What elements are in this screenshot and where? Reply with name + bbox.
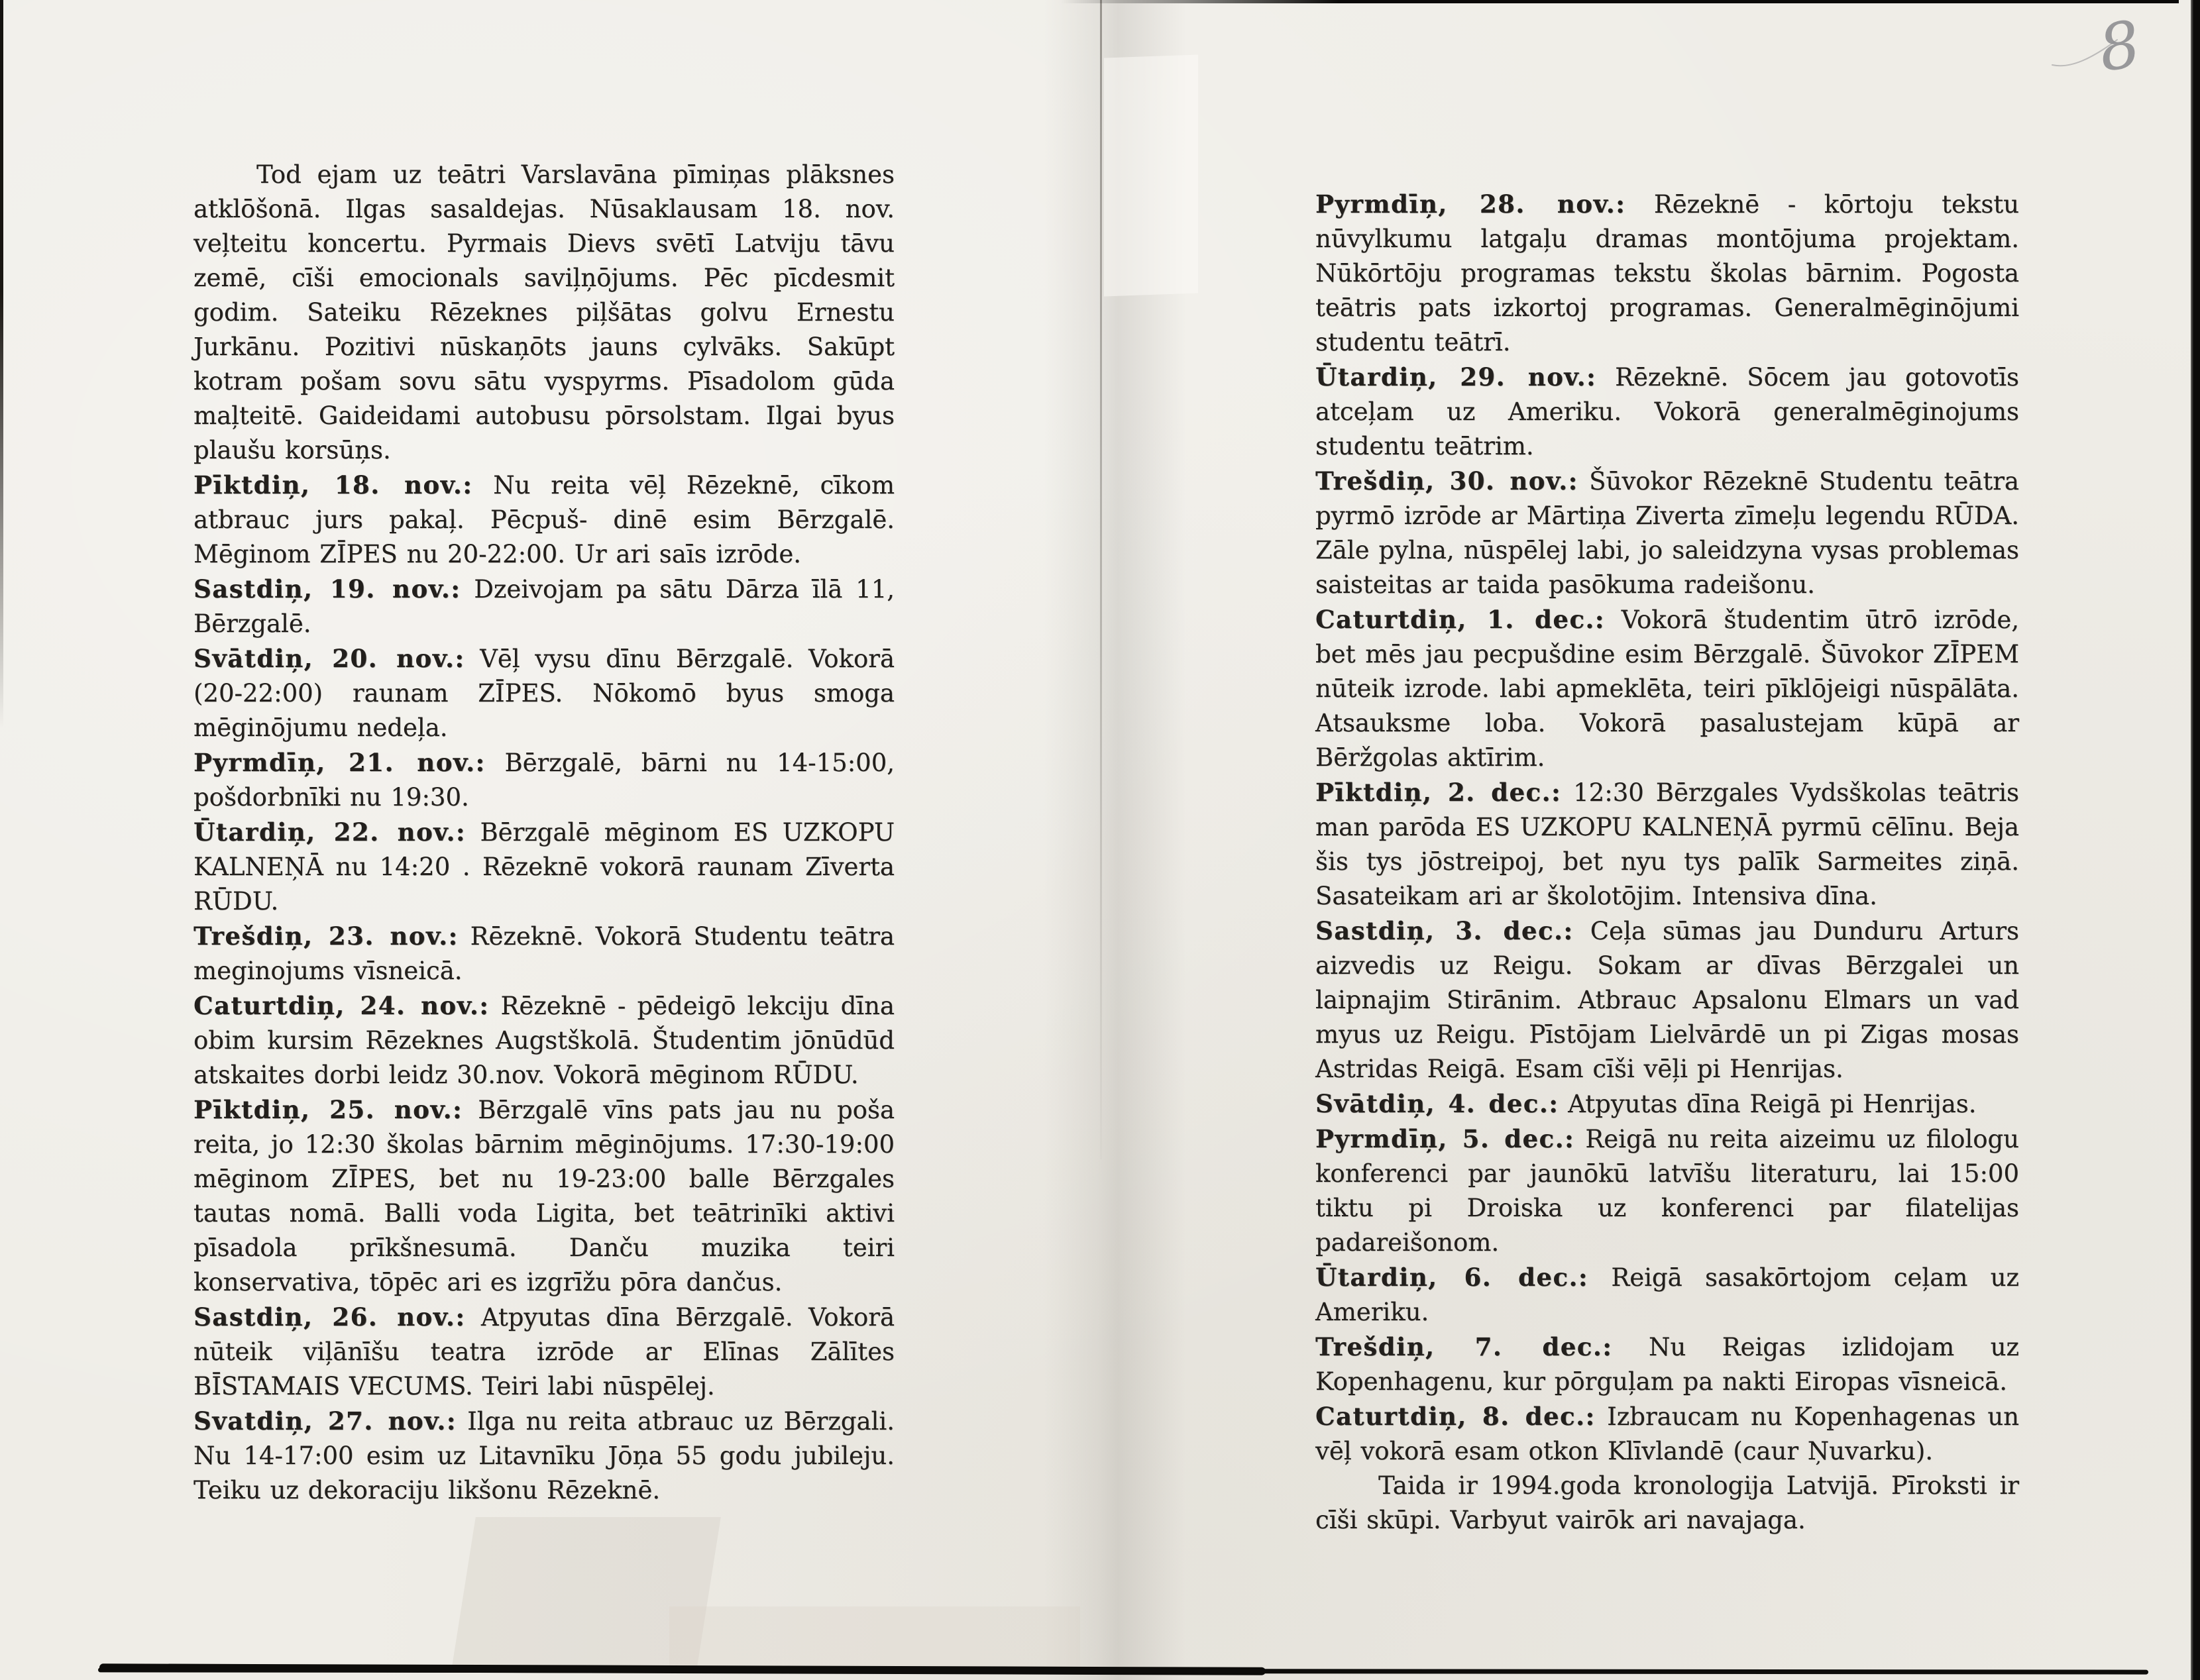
handwritten-page-number: 8 <box>2093 6 2146 87</box>
entry-date-heading: Caturtdiņ, 24. nov.: <box>193 991 490 1020</box>
scan-light-patch <box>1104 55 1198 297</box>
scan-edge-artifact-right <box>2191 0 2200 1680</box>
diary-entry <box>1315 464 2019 602</box>
diary-entry <box>193 1300 895 1404</box>
entry-date-heading: Trešdiņ, 7. dec.: <box>1315 1332 1613 1361</box>
diary-entry <box>193 988 895 1092</box>
diary-entry <box>193 745 895 815</box>
right-page-text <box>1315 187 2019 1538</box>
diary-entry <box>193 815 895 919</box>
diary-entry <box>193 641 895 745</box>
diary-entry <box>1315 187 2019 360</box>
entry-text: Vēļ vysu dīnu Bērzgalē. Vokorā (20-22:00) raunam ZĪPES. Nōkomō byus smoga mēginōjumu nedeļa. <box>193 645 895 742</box>
diary-entry <box>1315 775 2019 914</box>
entry-text: Rēzeknē. Sōcem jau gotovotīs atceļam uz Ameriku. Vokorā generalmēginojums studentu teātrim. <box>1315 363 2019 460</box>
entry-date-heading: Ūtardiņ, 29. nov.: <box>1315 362 1597 392</box>
entry-text: Atpyutas dīna Bērzgalē. Vokorā nūteik viļānīšu teatra izrōde ar Elīnas Zālītes BĪSTAMAIS VECUMS. Teiri labi nūspēlej. <box>193 1303 895 1400</box>
entry-date-heading: Sastdiņ, 19. nov.: <box>193 574 461 604</box>
diary-entry <box>1315 1330 2019 1399</box>
entry-date-heading: Svātdiņ, 4. dec.: <box>1315 1089 1559 1118</box>
left-page-text <box>193 158 895 1508</box>
entry-date-heading: Sastdiņ, 3. dec.: <box>1315 916 1574 945</box>
diary-entry <box>193 1092 895 1300</box>
scan-edge-artifact-top <box>1060 0 2179 3</box>
entry-text: Rēzeknē. Vokorā Studentu teātra meginojums vīsneicā. <box>193 922 895 985</box>
diary-entry <box>1315 1086 2019 1122</box>
entry-text: Reigā sasakōrtojom ceļam uz Ameriku. <box>1315 1263 2019 1326</box>
diary-entry <box>1315 914 2019 1086</box>
diary-entry <box>193 572 895 641</box>
entry-date-heading: Pyrmdīņ, 28. nov.: <box>1315 189 1626 219</box>
diary-entry <box>193 468 895 572</box>
entry-text: Bērzgalē vīns pats jau nu poša reita, jo 12:30 školas bārnim mēginōjums. 17:30-19:00 mēginom ZĪPES, bet nu 19-23:00 balle Bērzgales tautas nomā. Balli voda Ligita, bet teātrinīki aktivi pīsadola prīkšnesumā. Danču muzika teiri konservativa, tōpēc ari es izgrīžu pōra dančus. <box>193 1096 895 1296</box>
entry-text: 12:30 Bērzgales Vydsškolas teātris man parōda ES UZKOPU KALNEŅĀ pyrmū cēlīnu. Beja šis tys jōstreipoj, bet nyu tys palīk Sarmeites ziņā. Sasateikam ari ar školotōjim. Intensiva dīna. <box>1315 778 2020 910</box>
entry-date-heading: Pyrmdīņ, 5. dec.: <box>1315 1124 1575 1153</box>
entry-date-heading: Pyrmdīņ, 21. nov.: <box>193 748 486 777</box>
entry-text: Ilga nu reita atbrauc uz Bērzgali. Nu 14-17:00 esim uz Litavnīku Jōņa 55 godu jubileju. Teiku uz dekoraciju likšonu Rēzeknē. <box>193 1407 895 1504</box>
entry-date-heading: Caturtdiņ, 1. dec.: <box>1315 605 1605 634</box>
entry-date-heading: Svātdiņ, 20. nov.: <box>193 644 465 673</box>
entry-date-heading: Pīktdiņ, 2. dec.: <box>1315 778 1562 807</box>
entry-text: Nu Reigas izlidojam uz Kopenhagenu, kur pōrguļam pa nakti Eiropas vīsneicā. <box>1315 1333 2020 1396</box>
entry-text: Bērzgalē, bārni nu 14-15:00, pošdorbnīki nu 19:30. <box>193 749 895 812</box>
entry-date-heading: Ūtardiņ, 22. nov.: <box>193 817 466 847</box>
entry-date-heading: Pīktdiņ, 25. nov.: <box>193 1095 463 1124</box>
diary-entry <box>1315 1122 2019 1260</box>
entry-text: Taida ir 1994.goda kronologija Latvijā. Pīroksti ir cīši skūpi. Varbyut vairōk ari navajaga. <box>1315 1471 2019 1534</box>
entry-date-heading: Pīktdiņ, 18. nov.: <box>193 470 473 499</box>
fold-crease-line <box>1100 0 1102 1159</box>
entry-text: Nu reita vēļ Rēzeknē, cīkom atbrauc jurs pakaļ. Pēcpuš- dinē esim Bērzgalē. Mēginom ZĪPES nu 20-22:00. Ur ari saīs izrōde. <box>193 471 895 568</box>
entry-text: Tod ejam uz teātri Varslavāna pīmiņas plāksnes atklōšonā. Ilgas sasaldejas. Nūsaklausam 18. nov. veļteitu koncertu. Pyrmais Dievs svētī Latviju tāvu zemē, cīši emocionals saviļņōjums. Pēc pīcdesmit godim. Sateiku Rēzeknes piļšātas golvu Ernestu Jurkānu. Pozitivi nūskaņōts jauns cylvāks. Sakūpt kotram pošam sovu sātu vyspyrms. Pīsadolom gūda maļteitē. Gaideidami autobusu pōrsolstam. Ilgai byus plaušu korsūņs. <box>193 160 895 464</box>
entry-text: Rēzeknē - pēdeigō lekciju dīna obim kursim Rēzeknes Augstškolā. Študentim jōnūdūd atskaites dorbi leidz 30.nov. Vokorā mēginom RŪDU. <box>193 992 895 1089</box>
diary-entry <box>193 919 895 988</box>
entry-text: Dzeivojam pa sātu Dārza īlā 11, Bērzgalē. <box>193 575 895 638</box>
diary-entry <box>1315 1399 2019 1469</box>
diary-entry <box>1315 360 2019 464</box>
entry-date-heading: Ūtardiņ, 6. dec.: <box>1315 1263 1589 1292</box>
diary-entry <box>1315 1260 2019 1330</box>
diary-entry <box>1315 602 2019 775</box>
entry-text: Vokorā študentim ūtrō izrōde, bet mēs jau pecpušdine esim Bērzgalē. Šūvokor ZĪPEM nūteik izrode. labi apmeklēta, teiri pīklōjeigi nūspālāta. Atsauksme loba. Vokorā pasalustejam kūpā ar Bēržgolas aktīrim. <box>1315 605 2019 772</box>
entry-text: Reigā nu reita aizeimu uz filologu konferenci par jaunōkū latvīšu literaturu, lai 15:00 tiktu pi Droiska uz konferenci par filatelijas padareišonom. <box>1315 1125 2019 1257</box>
entry-date-heading: Sastdiņ, 26. nov.: <box>193 1302 466 1332</box>
entry-date-heading: Trešdiņ, 30. nov.: <box>1315 466 1578 496</box>
diary-entry <box>193 1404 895 1508</box>
entry-date-heading: Trešdiņ, 23. nov.: <box>193 921 459 951</box>
entry-text: Atpyutas dīna Reigā pi Henrijas. <box>1568 1090 1977 1118</box>
scan-edge-artifact-left <box>0 0 3 729</box>
entry-date-heading: Caturtdiņ, 8. dec.: <box>1315 1402 1596 1431</box>
entry-text: Ceļa sūmas jau Dunduru Arturs aizvedis uz Reigu. Sokam ar dīvas Bērzgalei un laipnajim Stirānim. Atbrauc Apsalonu Elmars un vad myus uz Reigu. Pīstōjam Lielvārdē un pi Zigas mosas Astridas Reigā. Esam cīši vēļi pi Henrijas. <box>1315 917 2020 1083</box>
entry-text: Šūvokor Rēzeknē Studentu teātra pyrmō izrōde ar Mārtiņa Ziverta zīmeļu legendu RŪDA. Zāle pylna, nūspēlej labi, jo saleidzyna vysas problemas saisteitas ar taida pasōkuma radeišonu. <box>1315 467 2019 599</box>
entry-date-heading: Svatdiņ, 27. nov.: <box>193 1406 457 1436</box>
scan-shadow <box>669 1606 1080 1673</box>
entry-text: Rēzeknē - kōrtoju tekstu nūvylkumu latgaļu dramas montōjuma projektam. Nūkōrtōju programas tekstu školas bārnim. Pogosta teātris pats izkortoj programas. Generalmēginōjumi studentu teātrī. <box>1315 190 2020 356</box>
diary-entry <box>1315 1469 2019 1538</box>
entry-text: Izbraucam nu Kopenhagenas un vēļ vokorā esam otkon Klīvlandē (caur Ņuvarku). <box>1315 1402 2020 1465</box>
diary-entry <box>193 158 895 468</box>
entry-text: Bērzgalē mēginom ES UZKOPU KALNEŅĀ nu 14:20 . Rēzeknē vokorā raunam Zīverta RŪDU. <box>193 818 895 916</box>
